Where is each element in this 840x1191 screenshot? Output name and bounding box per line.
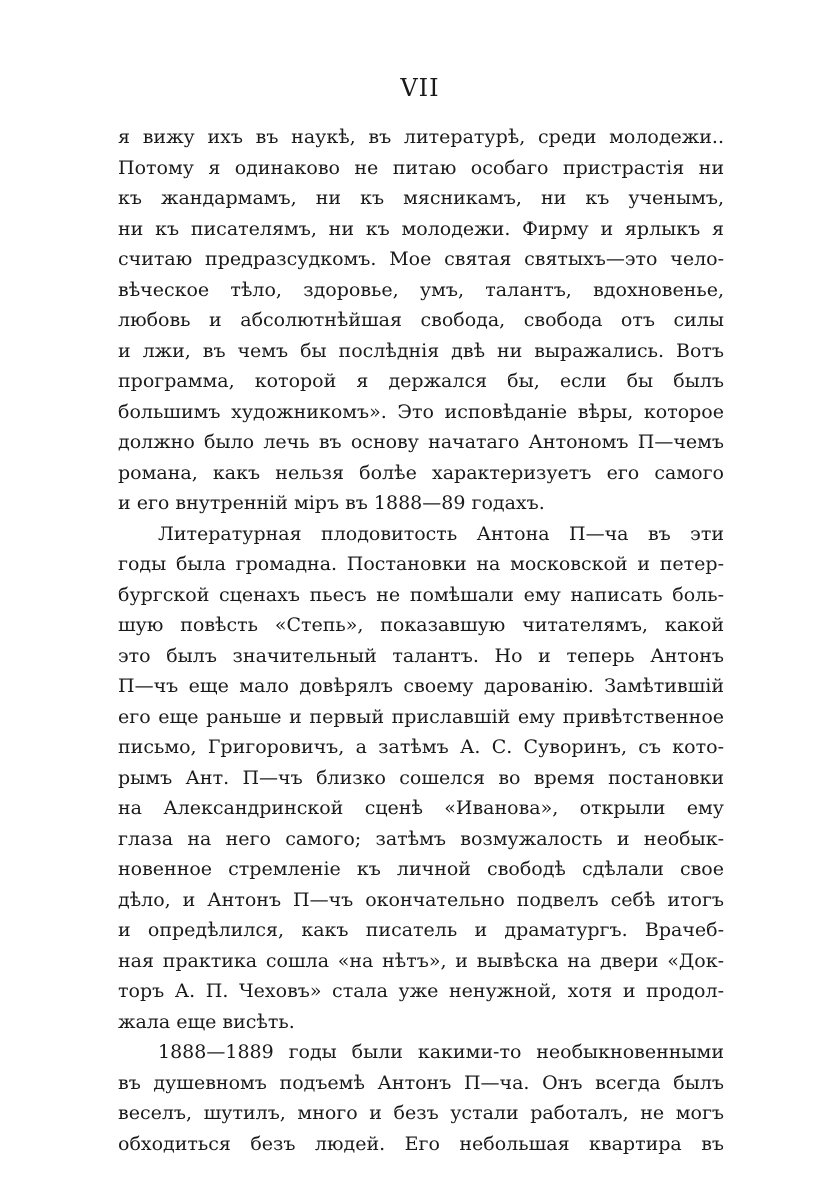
text-line: рымъ Ант. П—чъ близко сошелся во время постановки (118, 766, 724, 789)
text-line: веселъ, шутилъ, много и безъ устали работалъ, не могъ (118, 1102, 724, 1124)
text-line: ная практика сошла «на нѣтъ», и вывѣска на двери «Док- (118, 949, 724, 972)
text-line: должно было лечь въ основу начатаго Антономъ П—чемъ (118, 431, 724, 453)
body-text (118, 122, 724, 1159)
text-line: дѣло, и Антонъ П—чъ окончательно подвелъ себѣ итогъ (118, 888, 724, 911)
text-line: романа, какъ нельзя болѣе характеризуетъ его самого (118, 461, 724, 484)
text-line: и его внутренній міръ въ 1888—89 годахъ. (118, 492, 545, 514)
text-line: считаю предразсудкомъ. Мое святая святыхъ—это чело- (118, 248, 724, 270)
text-line: ни къ писателямъ, ни къ молодежи. Фирму и ярлыкъ я (118, 217, 724, 240)
paragraph-2 (118, 519, 724, 1038)
text-line: письмо, Григоровичъ, а затѣмъ А. С. Суворинъ, съ кото- (118, 736, 724, 758)
text-line: Потому я одинаково не питаю особаго пристрастія ни (118, 156, 724, 179)
text-line: вѣческое тѣло, здоровье, умъ, талантъ, вдохновенье, (118, 278, 724, 301)
text-line: 1888—1889 годы были какими-то необыкновенными (158, 1041, 724, 1063)
text-line: бургской сценахъ пьесъ не помѣшали ему написать боль- (118, 583, 724, 606)
text-line: это былъ значительный талантъ. Но и теперь Антонъ (118, 644, 724, 667)
text-line: на Александринской сценѣ «Иванова», открыли ему (118, 797, 724, 819)
text-line: годы была громадна. Постановки на московской и петер- (118, 553, 724, 575)
text-line: обходиться безъ людей. Его небольшая квартира въ (118, 1132, 724, 1155)
text-line: Литературная плодовитость Антона П—ча въ эти (158, 522, 724, 545)
text-line: и лжи, въ чемъ бы послѣднія двѣ ни выражались. Вотъ (118, 339, 724, 362)
text-line: торъ А. П. Чеховъ» стала уже ненужной, хотя и продол- (118, 980, 724, 1002)
text-line: его еще раньше и первый приславшій ему привѣтственное (118, 705, 724, 728)
text-line: глаза на него самого; затѣмъ возмужалость и необык- (118, 827, 724, 850)
text-line: большимъ художникомъ». Это исповѣданіе вѣры, которое (118, 400, 724, 423)
text-line: къ жандармамъ, ни къ мясникамъ, ни къ ученымъ, (118, 187, 724, 209)
text-line: въ душевномъ подъемѣ Антонъ П—ча. Онъ всегда былъ (118, 1071, 724, 1094)
page-number: VII (400, 74, 440, 102)
text-line: шую повѣсть «Степь», показавшую читателямъ, какой (118, 614, 724, 636)
paragraph-3 (118, 1037, 724, 1159)
paragraph-1 (118, 122, 724, 519)
text-line: и опредѣлился, какъ писатель и драматургъ. Врачеб- (118, 919, 724, 941)
text-line: я вижу ихъ въ наукѣ, въ литературѣ, среди молодежи.. (118, 126, 724, 148)
text-line: жала еще висѣть. (118, 1010, 295, 1033)
text-line: любовь и абсолютнѣйшая свобода, свобода отъ силы (118, 309, 724, 331)
text-line: П—чъ еще мало довѣрялъ своему дарованію. Замѣтившій (118, 675, 724, 697)
text-line: новенное стремленіе къ личной свободѣ сдѣлали свое (118, 858, 724, 880)
text-line: программа, которой я держался бы, если бы былъ (118, 370, 724, 392)
